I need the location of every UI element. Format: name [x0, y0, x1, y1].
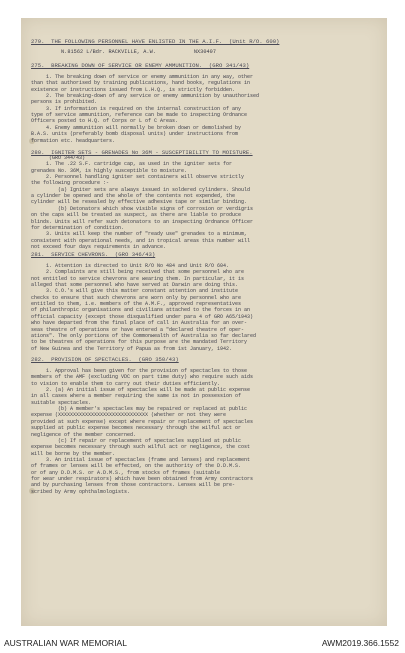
section-line: 3. C.O.'s will give this matter constant attention and institute	[31, 288, 239, 295]
section-heading: 282. PROVISION OF SPECTACLES. (GRO 350/43)	[31, 356, 179, 363]
section-line: type of service ammunition, reference can be made to inspecting Ordnance	[31, 112, 248, 119]
section-line: (GRO 344/43)	[31, 155, 86, 161]
section-line: not entitled to service chevrons are wearing them. In particular, it is	[31, 275, 245, 282]
section-line: 1. Attention is directed to Unit R/O No 484 and Unit R/O 604.	[31, 263, 230, 269]
section-line: or of any D.D.M.S. or A.D.M.S., from stocks of frames (suitable	[31, 469, 221, 476]
section-line: 3. An initial issue of spectacles (frame and lenses) and replacement	[31, 456, 251, 463]
section-line: seas theatre of operations or have entered a "declared theatre of oper-	[31, 326, 245, 333]
section-line: blinds. Units will refer such detonators to an inspecting Ordnance Officer	[31, 218, 254, 225]
section-line: provided at such expense) except where repair or replacement of spectacles	[31, 418, 254, 425]
section-line: to be theatres of operations for this purpose are the mandated Territory	[31, 339, 248, 346]
section-heading: 279. THE FOLLOWING PERSONNEL HAVE ENLISTED IN THE A.I.F. (Unit R/O. 600)	[31, 38, 280, 45]
section-line: not exceed four days requirements in advance.	[31, 243, 167, 250]
section-line: grenades No. 36M, is highly susceptible to moisture.	[31, 167, 188, 174]
section-line: 3. If information is required on the internal construction of any	[31, 105, 242, 112]
section-line: to vision to enable them to carry out their duties efficiently.	[31, 380, 221, 387]
section-line: 2. (a) An initial issue of spectacles will be made at public expense	[31, 387, 251, 394]
section-heading: 280. IGNITER SETS - GRENADES No 36M - SUSCEPTIBILITY TO MOISTURE.	[31, 149, 253, 156]
section-line: who have departed from the final place of call in Australia for an over-	[31, 320, 248, 327]
section-line: will be borne by the member.	[31, 450, 116, 457]
section-line: official capacity (except those disqualified under para 4 of GRO A65/1943)	[31, 313, 254, 320]
section-line: of philanthropic organisations and civilians attached to the forces in an	[31, 307, 251, 314]
section-line: existence or instructions issued from L.H.Q., is strictly forbidden.	[31, 86, 236, 93]
section-line: Officers posted to H.Q. of Corps or L of C Areas.	[31, 118, 179, 125]
section-line: negligence of the member concerned.	[31, 431, 137, 438]
section-line: 2. Complaints are still being received that some personnel who are	[31, 269, 245, 276]
section-line: of New Guinea and the Territory of Papua as from 1st January, 1942.	[31, 345, 233, 352]
section-line: 1. The breaking down of service or enemy ammunition in any way, other	[31, 74, 254, 80]
section-line: the following procedure :-	[31, 180, 110, 187]
section-line: 1. Approval has been given for the provision of spectacles to those	[31, 368, 248, 374]
section-line: scribed by Army ophthalmologists.	[31, 488, 131, 495]
section-line: expense (XXXXXXXXXXXXXXXXXXXXXXXXXXXXXX (whether or not they were	[31, 412, 227, 419]
section-line: checks to ensure that such chevrons are worn only by personnel who are	[31, 294, 242, 301]
section-heading: 275. BREAKING DOWN OF SERVICE OR ENEMY AMMUNITION. (GRO 341/43)	[31, 62, 250, 69]
section-line: for determination of condition.	[31, 224, 125, 231]
section-line: 3. Units will keep the number of "ready use" grenades to a minimum,	[31, 231, 248, 238]
section-line: 2. The breaking-down of any service or enemy ammunition by unauthorised	[31, 93, 260, 100]
section-line: 2. Personnel handling igniter set containers will observe strictly	[31, 174, 245, 181]
footer	[0, 635, 405, 653]
section-line: (a) Igniter sets are always issued in soldered cylinders. Should	[31, 186, 251, 193]
section-line: a cylinder be opened and the whole of the contents not expended, the	[31, 193, 236, 200]
section-line: formation etc. headquarters.	[31, 137, 116, 144]
section-line: persons is prohibited.	[31, 99, 98, 106]
section-line: in all cases where a member requiring the same is not in possession of	[31, 393, 242, 400]
section-line: cylinder will be resealed by effective adhesive tape or similar binding.	[31, 199, 248, 206]
section-heading: 281. SERVICE CHEVRONS. (GRO 346/43)	[31, 251, 156, 258]
document-page	[21, 18, 387, 626]
section-line: than that authorised by training publications, hand books, regulations in	[31, 80, 251, 87]
section-line: (b) A member's spectacles may be repaired or replaced at public	[31, 406, 248, 413]
section-line: entitled to them, i.e. members of the A.M.F., approved representatives	[31, 301, 242, 308]
record-id: AWM2019.366.1552	[321, 638, 399, 648]
section-line: supplied at public expense becomes necessary through the wilful act or	[31, 425, 242, 432]
section-line: 1. The .22 S.F. cartridge cap, as used in the igniter sets for	[31, 161, 233, 168]
section-line: and by purchasing lenses from those contractors. Lenses will be pre-	[31, 482, 236, 489]
section-line: for wear under respirators) which have been obtained from Army contractors	[31, 475, 254, 482]
section-line: ations". The only portions of the Commonwealth of Australia so far declared	[31, 332, 257, 339]
section-line: (b) Detonators which show visible signs of corrosion or verdigris	[31, 205, 254, 212]
institution-label: AUSTRALIAN WAR MEMORIAL	[4, 638, 127, 648]
section-line: 4. Enemy ammunition will normally be broken down or demolished by	[31, 124, 242, 131]
section-line: alleged that some personnel who have served at Darwin are doing this.	[31, 282, 239, 289]
section-line: consistent with operational needs, and in tropical areas this number will	[31, 237, 251, 244]
section-line: (c) If repair or replacement of spectacles supplied at public	[31, 437, 242, 444]
section-line: B.A.S. units (preferably bomb disposal units) under instructions from	[31, 131, 239, 138]
section-line: of frames or lenses will be effected, on the authority of the D.D.M.S.	[31, 463, 242, 470]
section-line: members of the AMF (excluding VDC on part time duty) who require such aids	[31, 374, 254, 381]
section-line: on the caps will be treated as suspect, as there are liable to produce	[31, 212, 242, 219]
section-line: expense becomes necessary through such wilful act or negligence, the cost	[31, 444, 251, 451]
section-line: N.81562 L/Bdr. RACKVILLE, A.W. NX30407	[61, 49, 216, 55]
section-line: suitable spectacles.	[31, 399, 92, 406]
